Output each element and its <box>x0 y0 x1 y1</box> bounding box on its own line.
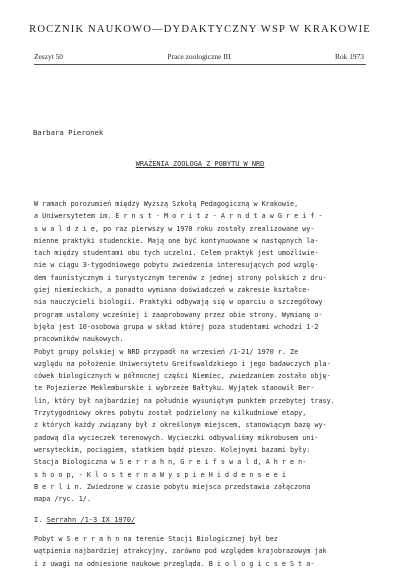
text-line: względu na położenie Uniwersytetu Greifswaldzkiego i jego badawczych pla- <box>34 359 331 368</box>
text-line: te Pojezierze Meklemburskie i wybrzeże Bałtyku. Wyjątek stanowił Ber- <box>34 384 315 393</box>
article-title <box>0 160 400 168</box>
section-heading-text: Serrahn /1-3 IX 1970/ <box>46 516 136 524</box>
text-line: nia nauczycieli biologii. Praktyki odbywają się w oparciu o szczegółowy <box>34 298 323 307</box>
text-line: Stacja Biologiczna w S e r r a h n, G r e i f s w a l d, A h r e n- <box>34 458 307 467</box>
text-line: bjęła jest 10-osobowa grupa w skład której poza studentami wchodzi 1-2 <box>34 322 319 331</box>
text-line: tach między studentami obu tych uczelni. Celem praktyk jest umożliwie- <box>34 249 319 258</box>
series-name: Prace zoologiczne III <box>167 52 231 61</box>
text-line: Pobyt w S e r r a h n na terenie Stacji Biologicznej był bez <box>34 535 278 543</box>
article-body <box>34 198 370 505</box>
text-line: mapa /ryc. 1/. <box>34 495 91 504</box>
text-line: a Uniwersytetem im. E r n s t - M o r i t z - A r n d t a w G r e i f - <box>34 212 323 221</box>
journal-title: ROCZNIK NAUKOWO—DYDAKTYCZNY WSP W KRAKOWIE <box>29 24 371 35</box>
text-line: lin, który był najbardziej na południe wysuniętym punktem przebytej trasy. <box>34 396 335 405</box>
text-line: z których każdy związany był z określonym miejscem, stanowiącym bazę wy- <box>34 421 327 430</box>
text-line: dem faunistycznym i turystycznym terenów z jednej strony polskich z dru- <box>34 273 327 282</box>
text-line: Trzytygodniowy okres pobytu został podzielony na kilkudniowe etapy, <box>34 409 307 418</box>
text-line: wersyteckim, pociągiem, statkiem bądź pieszo. Kolejnymi bazami były: <box>34 445 311 454</box>
publication-year: Rok 1973 <box>335 52 364 61</box>
text-line: s w a l d z i e, po raz pierwszy w 1970 roku zostały zrealizowane wy- <box>34 224 315 233</box>
text-line: nie w ciągu 3-tygodniowego pobytu zwiedzenia interesujących pod wzglę- <box>34 261 319 270</box>
text-line: program ustalony wcześniej i zaaprobowany przez obie strony. Wymianę o- <box>34 310 323 319</box>
text-line: B e r l i n. Zwiedzone w czasie pobytu miejsca przedstawia załączona <box>34 482 311 491</box>
author-name: Barbara Pieronek <box>33 128 104 137</box>
section-body <box>34 533 370 570</box>
text-line: Pobyt grupy polskiej w NRD przypadł na wrzesień /1-21/ 1970 r. Ze <box>34 347 299 356</box>
text-line: cówek biologicznych w północnej części Niemiec, zwiedzaniem zostało obję- <box>34 372 331 381</box>
text-line: pracowników naukowych. <box>34 335 124 344</box>
text-line: W ramach porozumień między Wyższą Szkołą Pedagogiczną w Krakowie, <box>34 200 299 208</box>
text-line: giej niemieckich, a ponadto wymiana doświadczeń w zakresie kształce- <box>34 286 311 295</box>
issue-number: Zeszyt 50 <box>34 52 63 61</box>
header-rule <box>34 64 366 65</box>
section-heading <box>34 516 135 524</box>
text-line: padową dla wycieczek terenowych. Wycieczki odbywaliśmy mikrobusem uni- <box>34 433 319 442</box>
text-line: wątpienia najbardziej atrakcyjny, zarówno pod względem krajobrazowym jak <box>34 547 327 556</box>
section-number: I. <box>34 516 43 524</box>
text-line: mienne praktyki studenckie. Mają one być kontynuowane w następnych la- <box>34 236 319 245</box>
text-line: s h o o p, - K l o s t e r n a W y s p i e H i d d e n s e e i <box>34 470 286 479</box>
article-title-text: WRAŻENIA ZOOLOGA Z POBYTU W NRD <box>135 160 265 168</box>
text-line: i z uwagi na odniesione naukowe przegląda. B i o l o g i c s e S t a- <box>34 559 315 568</box>
